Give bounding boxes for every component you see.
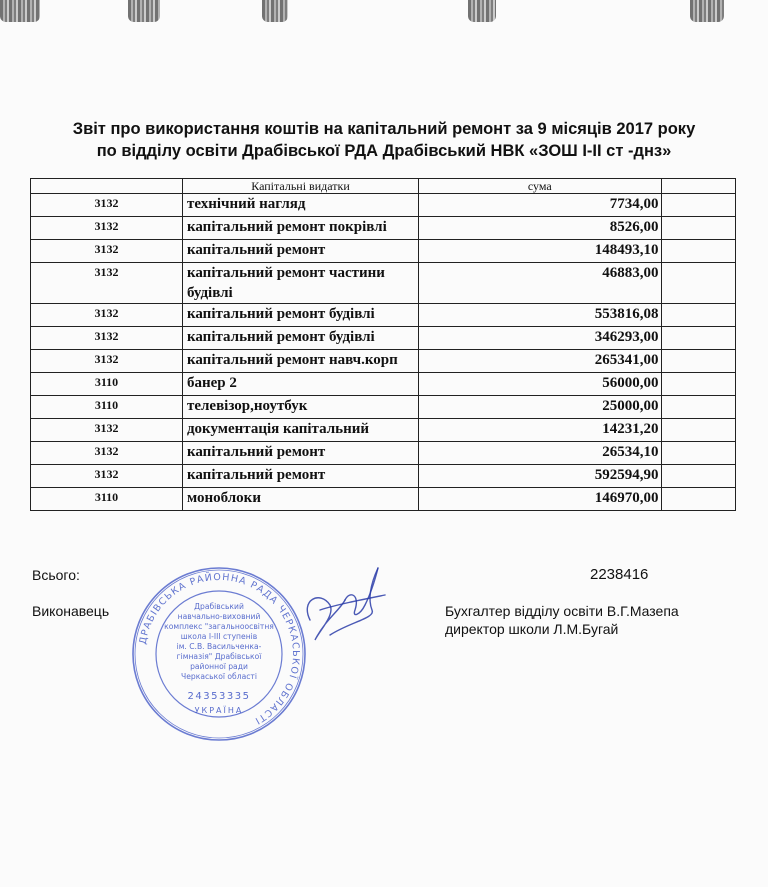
row-blank [661, 327, 735, 350]
row-sum: 592594,90 [419, 465, 662, 488]
stamp-line: районної ради [190, 662, 248, 671]
table-row [31, 350, 736, 373]
row-blank [661, 263, 735, 304]
row-sum: 46883,00 [419, 263, 662, 304]
row-name: капітальний ремонт [182, 240, 418, 263]
table-row [31, 488, 736, 511]
stamp-line: гімназія" Драбівської [176, 652, 262, 661]
row-name: капітальний ремонт будівлі [182, 327, 418, 350]
row-name: моноблоки [182, 488, 418, 511]
stamp-line: навчально-виховний [177, 612, 261, 621]
row-blank [661, 419, 735, 442]
row-blank [661, 465, 735, 488]
expenses-table [30, 178, 736, 511]
row-blank [661, 396, 735, 419]
header-expenses: Капітальні видатки [182, 179, 418, 194]
row-name: капітальний ремонт навч.корп [182, 350, 418, 373]
row-code: 3132 [31, 194, 183, 217]
row-sum: 8526,00 [419, 217, 662, 240]
row-name: капітальний ремонт [182, 442, 418, 465]
row-code: 3132 [31, 327, 183, 350]
row-code: 3132 [31, 263, 183, 304]
row-sum: 56000,00 [419, 373, 662, 396]
scan-mark [128, 0, 160, 22]
stamp-bottom: УКРАЇНА [194, 706, 244, 715]
row-sum: 26534,10 [419, 442, 662, 465]
row-sum: 7734,00 [419, 194, 662, 217]
row-code: 3132 [31, 240, 183, 263]
table-row [31, 263, 736, 304]
row-name: документація капітальний [182, 419, 418, 442]
row-code: 3132 [31, 419, 183, 442]
row-name: банер 2 [182, 373, 418, 396]
table-row [31, 465, 736, 488]
row-code: 3132 [31, 442, 183, 465]
stamp-ring-text: ДРАБІВСЬКА РАЙОННА РАДА ЧЕРКАСЬКОЇ ОБЛАСТІ [137, 571, 302, 727]
report-title-line1: Звіт про використання коштів на капітальний ремонт за 9 місяців 2017 року [72, 120, 696, 138]
scan-mark [0, 0, 40, 22]
row-name: капітальний ремонт покрівлі [182, 217, 418, 240]
row-code: 3132 [31, 304, 183, 327]
table-row [31, 217, 736, 240]
row-blank [661, 488, 735, 511]
row-name: капітальний ремонт [182, 465, 418, 488]
total-label: Всього: [32, 567, 80, 583]
handwritten-signature [290, 560, 400, 660]
row-name: капітальний ремонт будівлі [182, 304, 418, 327]
row-blank [661, 373, 735, 396]
row-sum: 148493,10 [419, 240, 662, 263]
row-code: 3132 [31, 217, 183, 240]
table-row [31, 442, 736, 465]
row-blank [661, 240, 735, 263]
table-row [31, 327, 736, 350]
row-code: 3110 [31, 373, 183, 396]
stamp-line: комплекс "загальноосвітня [164, 622, 274, 631]
header-code [31, 179, 183, 194]
table-header-row [31, 179, 736, 194]
table-row [31, 373, 736, 396]
row-name: телевізор,ноутбук [182, 396, 418, 419]
scan-mark [468, 0, 496, 22]
executor-label: Виконавець [32, 603, 110, 619]
table-row [31, 419, 736, 442]
scan-mark [262, 0, 288, 22]
accountant-signature: Бухгалтер відділу освіти В.Г.Мазепа [445, 603, 679, 619]
total-value: 2238416 [590, 566, 649, 583]
row-sum: 14231,20 [419, 419, 662, 442]
row-code: 3132 [31, 350, 183, 373]
table-row [31, 194, 736, 217]
row-blank [661, 304, 735, 327]
stamp-line: Драбівський [194, 602, 244, 611]
table-row [31, 396, 736, 419]
director-signature: директор школи Л.М.Бугай [445, 621, 619, 637]
row-sum: 265341,00 [419, 350, 662, 373]
row-code: 3110 [31, 396, 183, 419]
header-blank [661, 179, 735, 194]
header-sum: сума [419, 179, 662, 194]
table-row [31, 304, 736, 327]
row-name: технічний нагляд [182, 194, 418, 217]
stamp-line: Черкаської області [181, 672, 257, 681]
row-sum: 553816,08 [419, 304, 662, 327]
table-row [31, 240, 736, 263]
row-sum: 346293,00 [419, 327, 662, 350]
official-stamp [130, 565, 308, 743]
row-blank [661, 350, 735, 373]
stamp-line: школа І-ІІІ ступенів [180, 632, 258, 641]
row-sum: 25000,00 [419, 396, 662, 419]
row-code: 3110 [31, 488, 183, 511]
scan-mark [690, 0, 724, 22]
row-blank [661, 442, 735, 465]
row-blank [661, 194, 735, 217]
row-sum: 146970,00 [419, 488, 662, 511]
stamp-code: 24353335 [187, 691, 251, 702]
stamp-line: ім. С.В. Васильченка- [176, 642, 262, 651]
row-name: капітальний ремонт частини будівлі [182, 263, 418, 304]
report-title-line2: по відділу освіти Драбівської РДА Драбівський НВК «ЗОШ І-ІІ ст -днз» [96, 142, 672, 160]
row-blank [661, 217, 735, 240]
row-code: 3132 [31, 465, 183, 488]
